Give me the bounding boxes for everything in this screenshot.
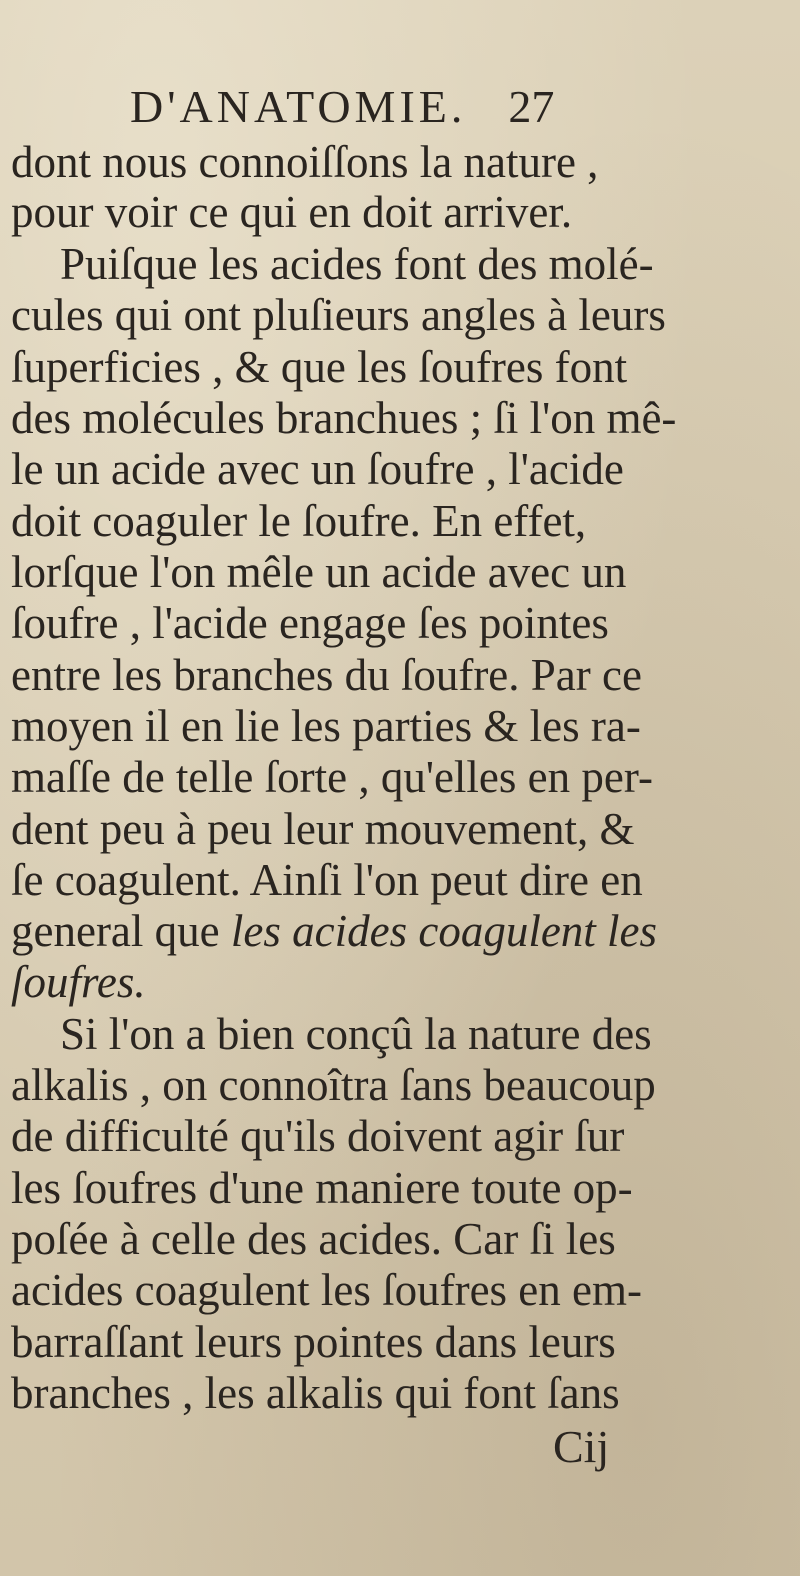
text-line [11, 906, 658, 956]
text-line: les ſoufres d'une maniere toute op- [11, 1163, 633, 1213]
page-number: 27 [508, 81, 555, 132]
text-line: pour voir ce qui en doit arriver. [11, 187, 573, 237]
text-line: le un acide avec un ſoufre , l'acide [11, 444, 624, 494]
text-line: maſſe de telle ſorte , qu'elles en per- [11, 752, 653, 802]
text-line: moyen il en lie les parties & les ra- [11, 701, 641, 751]
text-line: alkalis , on connoîtra ſans beaucoup [11, 1060, 656, 1110]
text-line: lorſque l'on mêle un acide avec un [11, 547, 627, 597]
text-line: de difficulté qu'ils doivent agir ſur [11, 1111, 625, 1161]
text-line: ſoufre , l'acide engage ſes pointes [11, 598, 609, 648]
text-line: poſée à celle des acides. Car ſi les [11, 1214, 616, 1264]
text-line: branches , les alkalis qui font ſans [11, 1368, 620, 1418]
text-line: ſe coagulent. Ainſi l'on peut dire en [11, 855, 643, 905]
text-line: Puiſque les acides font des molé- [60, 239, 654, 289]
italic-text-run: les acides coagulent les [230, 906, 658, 956]
italic-text-line: ſoufres. [11, 957, 146, 1007]
text-line: doit coaguler le ſoufre. En effet, [11, 496, 587, 546]
running-header [130, 80, 554, 133]
text-line: barraſſant leurs pointes dans leurs [11, 1317, 616, 1367]
text-line: Si l'on a bien conçû la nature des [60, 1009, 652, 1059]
text-line: cules qui ont pluſieurs angles à leurs [11, 290, 666, 340]
text-line: acides coagulent les ſoufres en em- [11, 1265, 642, 1315]
text-line: dont nous connoiſſons la nature , [11, 137, 599, 187]
text-line: dent peu à peu leur mouvement, & [11, 804, 635, 854]
signature-mark: Cij [553, 1421, 610, 1472]
text-line: des molécules branchues ; ſi l'on mê- [11, 393, 677, 443]
text-line: entre les branches du ſoufre. Par ce [11, 650, 642, 700]
text-run: general que [11, 906, 231, 956]
text-line: ſuperficies , & que les ſoufres font [11, 342, 628, 392]
running-title: D'ANATOMIE. [130, 81, 467, 132]
